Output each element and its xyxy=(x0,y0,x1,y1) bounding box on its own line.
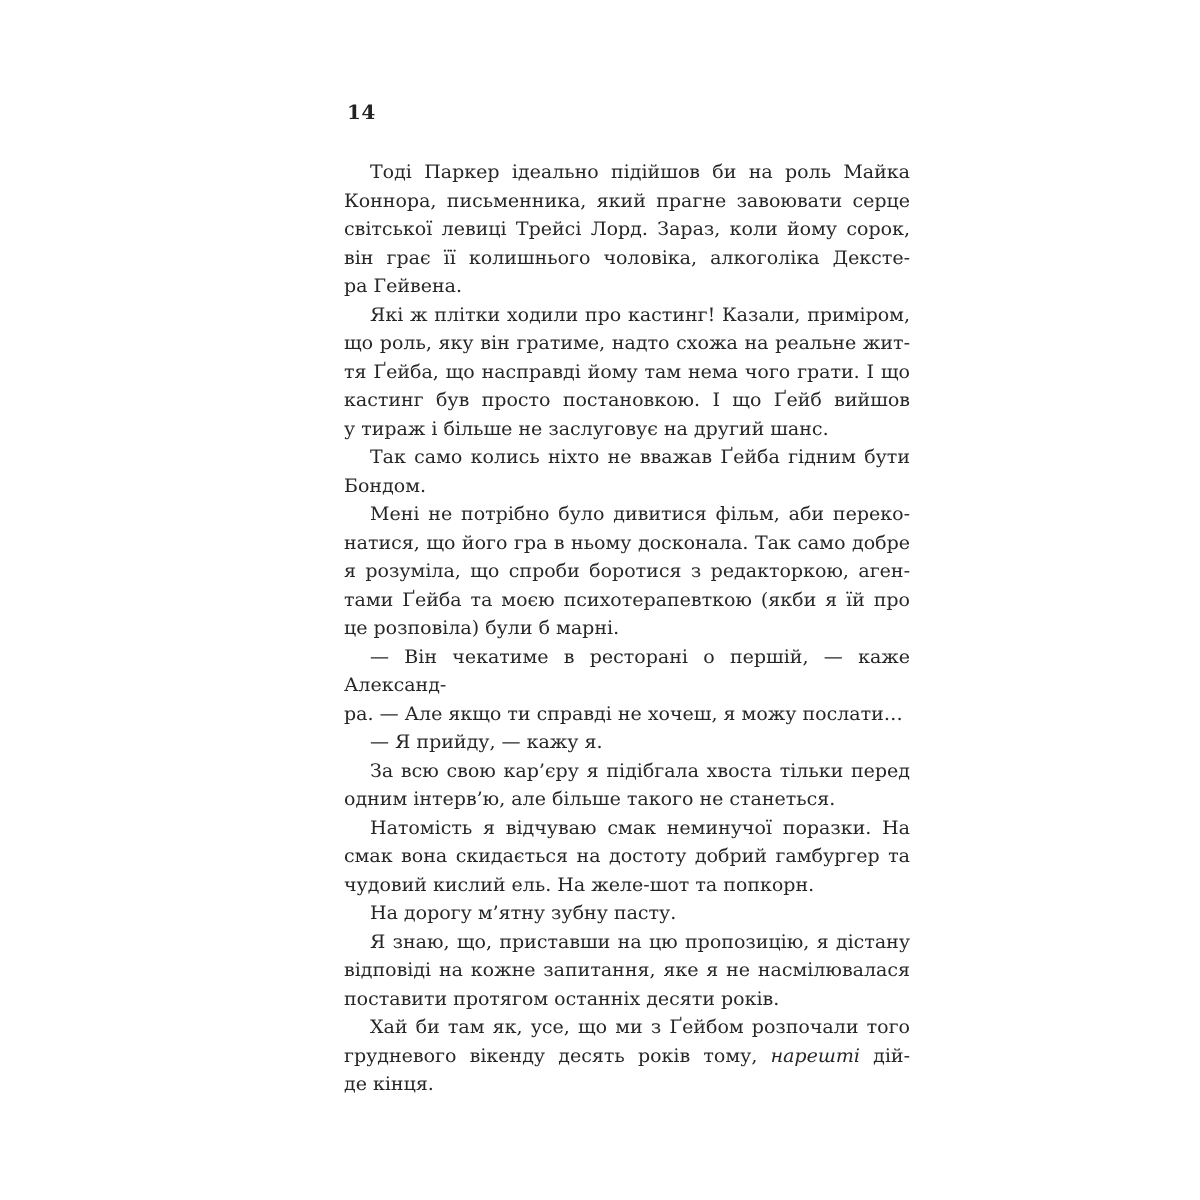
text-line xyxy=(344,956,910,985)
paragraph xyxy=(344,443,910,500)
text-segment: тами Ґейба та моєю психотерапевткою (якби я їй про xyxy=(344,588,910,611)
text-line xyxy=(344,358,910,387)
text-line xyxy=(344,329,910,358)
text-line xyxy=(344,614,910,643)
paragraph xyxy=(344,1013,910,1099)
paragraph xyxy=(344,814,910,900)
paragraph xyxy=(344,158,910,301)
text-segment: На дорогу м’ятну зубну пасту. xyxy=(370,902,677,924)
text-line xyxy=(344,1070,910,1099)
text-segment: Бондом. xyxy=(344,474,427,497)
text-line xyxy=(344,215,910,244)
text-line xyxy=(344,928,910,957)
text-segment: де кінця. xyxy=(344,1073,434,1095)
text-line xyxy=(344,871,910,900)
text-line xyxy=(344,187,910,216)
text-segment: відповіді на кожне запитання, яке я не насмілювалася xyxy=(344,959,910,981)
text-segment: він грає її колишнього чоловіка, алкоголіка Дексте- xyxy=(344,246,910,269)
page-number: 14 xyxy=(347,100,376,124)
text-segment: Хай би там як, усе, що ми з Ґейбом розпочали того xyxy=(370,1016,910,1038)
text-segment: Так само колись ніхто не вважав Ґейба гідним бути xyxy=(370,446,910,468)
text-segment: Я знаю, що, приставши на цю пропозицію, я дістану xyxy=(370,930,910,953)
text-segment: — Я прийду, — кажу я. xyxy=(370,731,603,753)
paragraph xyxy=(344,301,910,444)
text-line xyxy=(344,557,910,586)
text-segment: дій- xyxy=(859,1044,910,1067)
text-line xyxy=(344,272,910,301)
paragraph xyxy=(344,728,910,757)
text-segment: ра Гейвена. xyxy=(344,275,462,297)
text-line xyxy=(344,244,910,273)
text-segment: смак вона скидається на достоту добрий гамбургер та xyxy=(344,845,910,867)
paragraph xyxy=(344,899,910,928)
paragraph xyxy=(344,500,910,643)
text-segment: у тираж і більше не заслуговує на другий шанс. xyxy=(344,417,829,440)
text-line xyxy=(344,586,910,615)
text-line xyxy=(344,386,910,415)
text-segment: Коннора, письменника, який прагне завоювати серце xyxy=(344,189,910,212)
text-line xyxy=(344,785,910,814)
text-segment: Мені не потрібно було дивитися фільм, аби переко- xyxy=(370,503,910,525)
text-line xyxy=(344,899,910,928)
text-segment: Натомість я відчуваю смак неминучої поразки. На xyxy=(370,816,910,839)
paragraph xyxy=(344,643,910,729)
text-segment: кастинг був просто постановкою. І що Ґейб вийшов xyxy=(344,389,910,411)
text-line xyxy=(344,1042,910,1071)
italic-text: нарешті xyxy=(770,1044,860,1067)
text-segment: ра. — Але якщо ти справді не хочеш, я можу послати… xyxy=(344,702,903,725)
text-line xyxy=(344,728,910,757)
text-segment: поставити протягом останніх десяти років. xyxy=(344,987,780,1010)
text-line xyxy=(344,529,910,558)
text-segment: натися, що його гра в ньому досконала. Так само добре xyxy=(344,531,910,554)
text-segment: одним інтерв’ю, але більше такого не станеться. xyxy=(344,788,836,810)
paragraph xyxy=(344,928,910,1014)
text-segment: це розповіла) були б марні. xyxy=(344,617,620,639)
text-segment: грудневого вікенду десять років тому, xyxy=(344,1044,771,1067)
text-line xyxy=(344,500,910,529)
text-line xyxy=(344,700,910,729)
text-line xyxy=(344,814,910,843)
text-segment: що роль, яку він гратиме, надто схожа на реальне жит- xyxy=(344,332,910,354)
text-line xyxy=(344,757,910,786)
text-block xyxy=(344,158,910,1099)
text-line xyxy=(344,1013,910,1042)
text-segment: тя Ґейба, що насправді йому там нема чого грати. І що xyxy=(344,360,910,383)
text-segment: Які ж плітки ходили про кастинг! Казали, приміром, xyxy=(370,303,910,326)
text-line xyxy=(344,443,910,472)
text-line xyxy=(344,301,910,330)
text-segment: чудовий кислий ель. На желе-шот та попкорн. xyxy=(344,873,815,896)
paragraph xyxy=(344,757,910,814)
text-line xyxy=(344,472,910,501)
text-line xyxy=(344,415,910,444)
text-segment: Тоді Паркер ідеально підійшов би на роль Майка xyxy=(370,161,910,183)
text-segment: За всю свою кар’єру я підібгала хвоста тільки перед xyxy=(370,759,910,782)
text-line xyxy=(344,643,910,700)
text-segment: світської левиці Трейсі Лорд. Зараз, коли йому сорок, xyxy=(344,218,910,240)
text-line xyxy=(344,158,910,187)
text-segment: — Він чекатиме в ресторані о першій, — каже Александ- xyxy=(344,645,910,696)
text-line xyxy=(344,985,910,1014)
text-line xyxy=(344,842,910,871)
text-segment: я розуміла, що спроби боротися з редакторкою, аген- xyxy=(344,560,910,582)
